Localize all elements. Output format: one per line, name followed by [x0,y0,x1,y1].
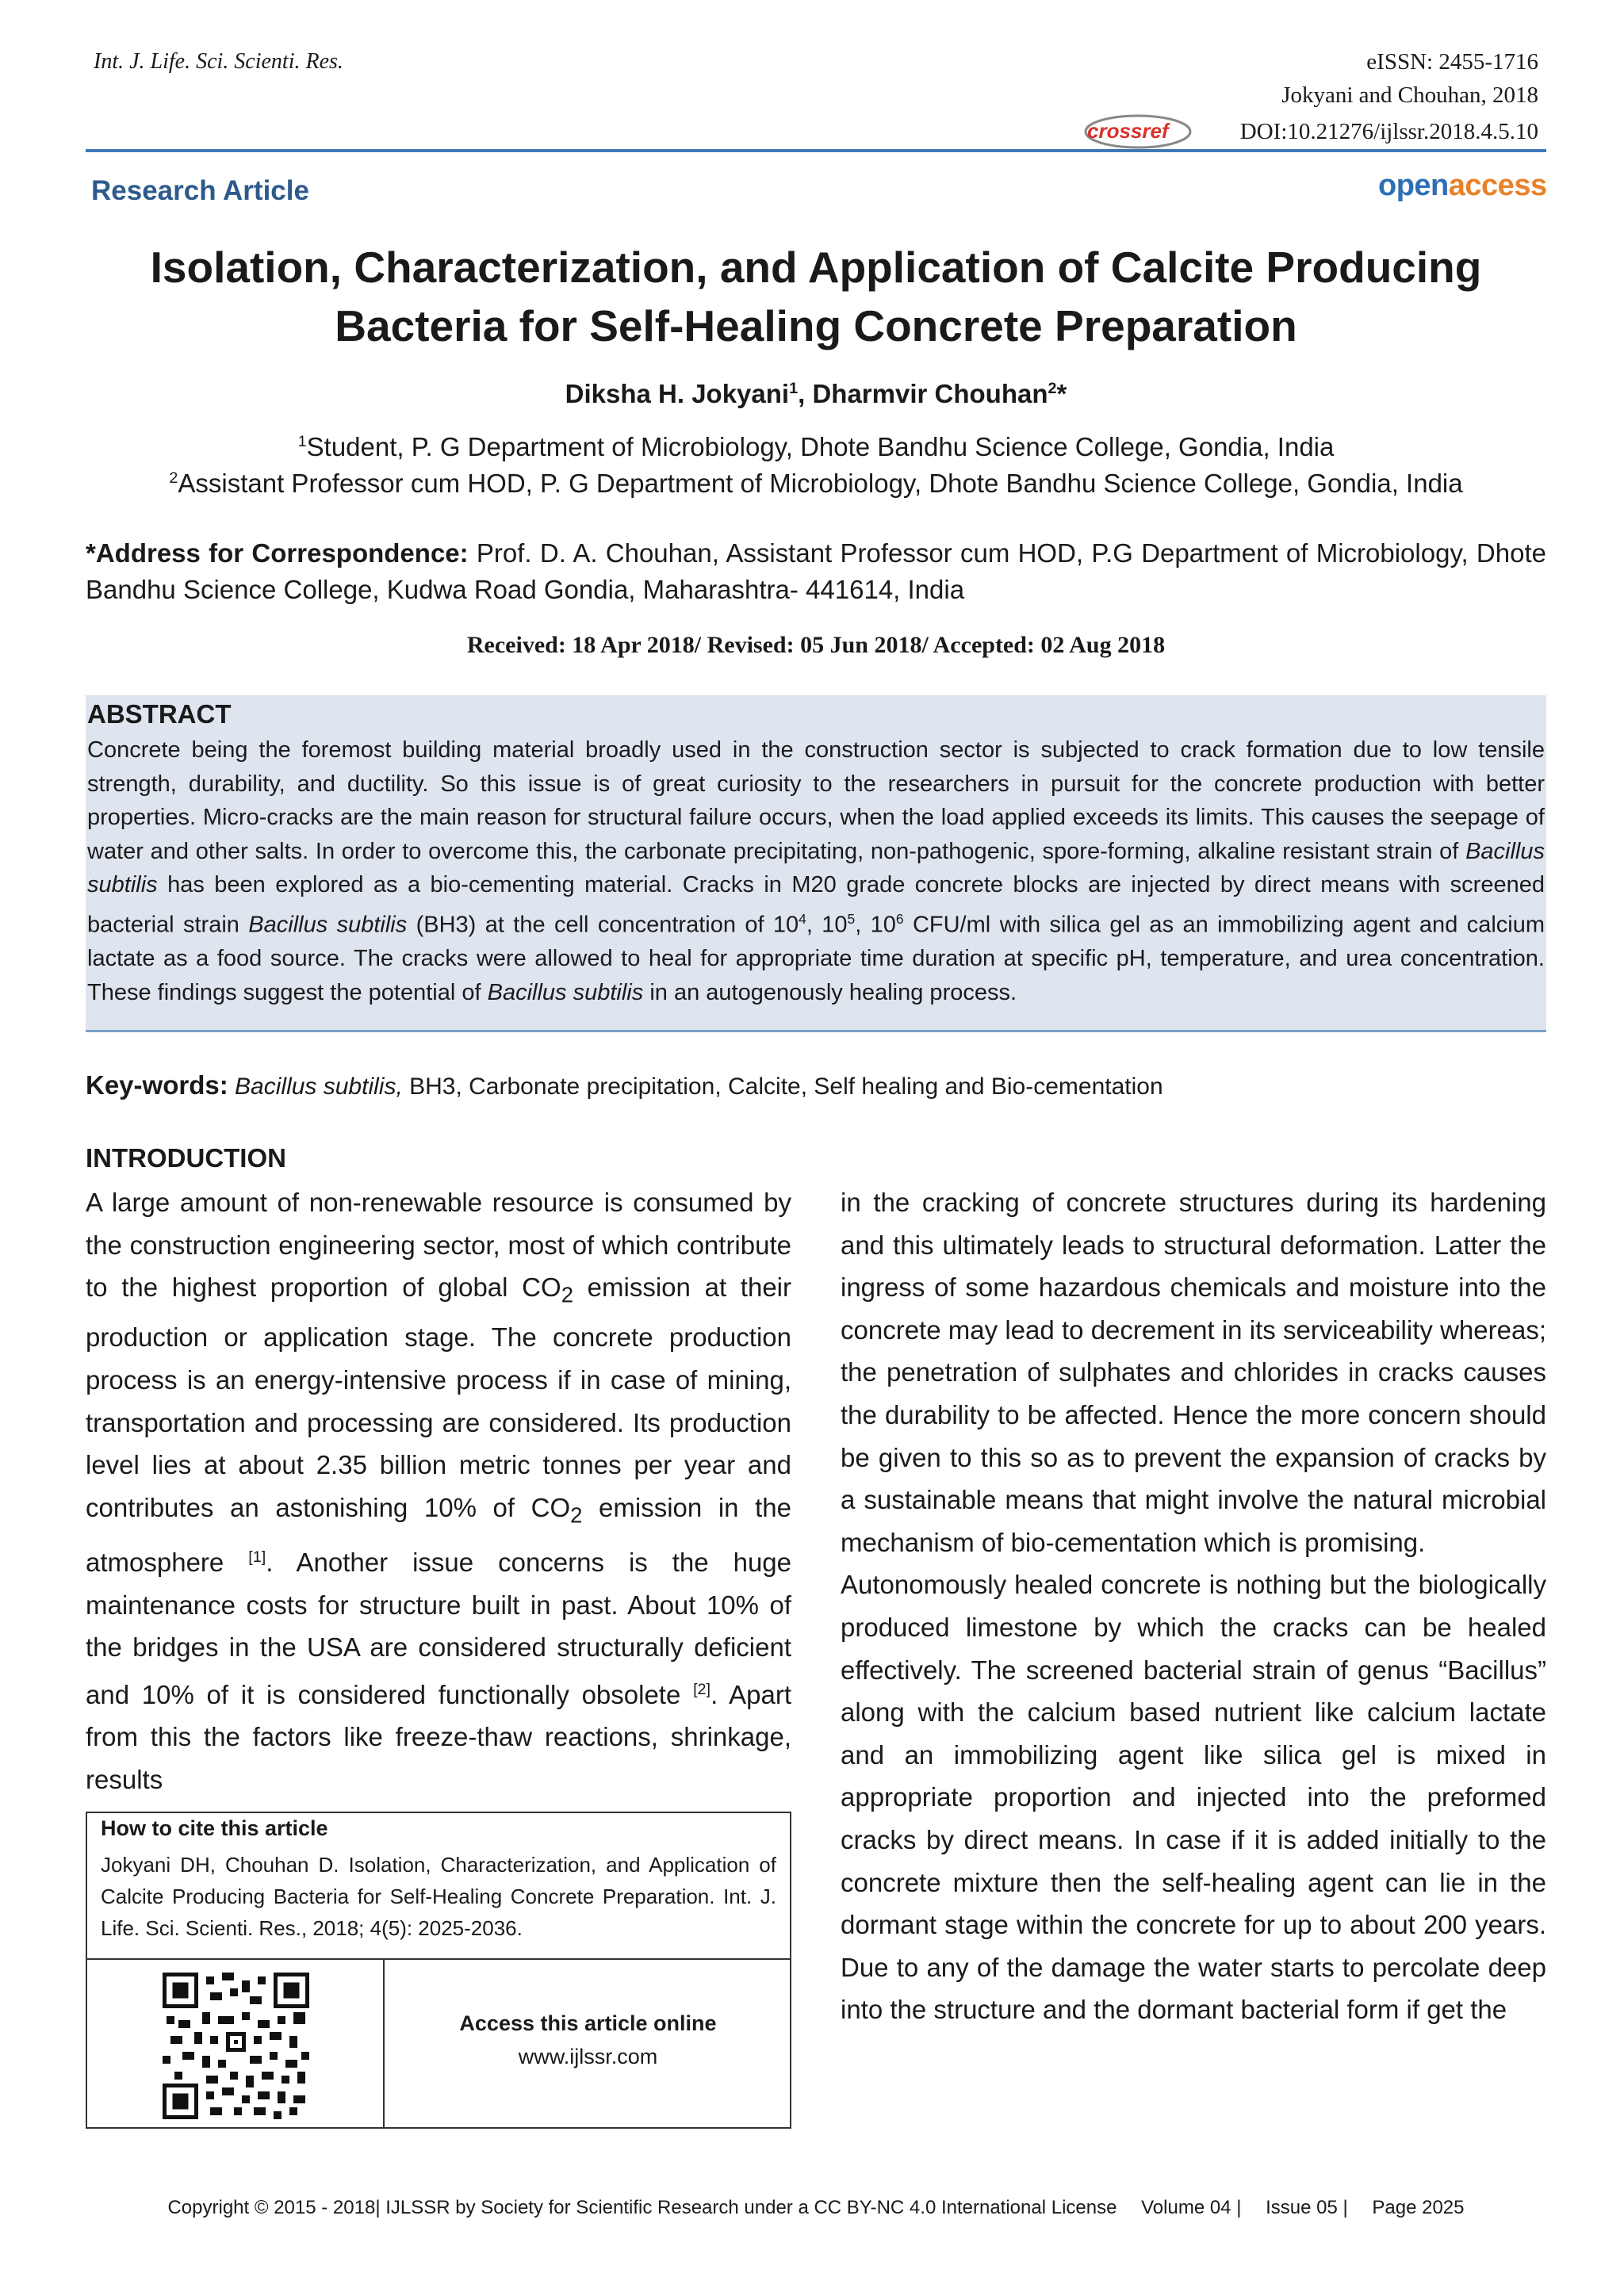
intro-text: A large amount of non-renewable resource is consumed by the construction engineering sector, most of which contribute to the highest proportion of global CO [86,1188,791,1303]
intro-text: emission in the atmosphere [86,1492,791,1577]
authors [86,379,1546,409]
abstract-species: Bacillus subtilis [487,979,644,1005]
citation-text: Jokyani DH, Chouhan D. Isolation, Characterization, and Application of Calcite Producing Bacteria for Self-Healing Concrete Preparation. Int. J. Life. Sci. Scienti. Res., 2018; 4(5): 2025-2036. [101,1853,776,1940]
qr-code-icon[interactable] [163,1973,309,2119]
corresponding-mark: * [1056,379,1067,408]
correspondence [86,535,1546,608]
title-line-2: Bacteria for Self-Healing Concrete Preparation [335,301,1297,350]
abstract-part: (BH3) at the cell concentration of 10 [407,912,799,938]
affiliation-1 [86,432,1546,462]
open-access-logo-access: access [1448,169,1547,202]
citation-heading: How to cite this article [101,1816,328,1840]
abstract-exponent: 6 [895,910,904,927]
citation-box-vertical-divider [383,1958,385,2129]
crossref-logo [1082,111,1193,149]
affiliation-2-sup: 2 [169,469,178,487]
reference-link[interactable]: [2] [693,1680,711,1698]
affiliation-1-sup: 1 [297,433,307,450]
cite-short: Jokyani and Chouhan, 2018 [1281,82,1538,108]
intro-subscript: 2 [570,1502,583,1528]
keywords-species: Bacillus subtilis, [228,1073,403,1100]
keywords-text: BH3, Carbonate precipitation, Calcite, Self healing and Bio-cementation [402,1073,1163,1100]
header-rule [86,149,1546,152]
abstract-part: in an autogenously healing process. [643,979,1017,1005]
open-access-logo [1378,169,1547,203]
intro-text: . Apart from this the factors like freeze-thaw reactions, shrinkage, results [86,1679,792,1794]
title-line-1: Isolation, Characterization, and Application of Calcite Producing [150,243,1482,292]
intro-text: . Another issue concerns is the huge maintenance costs for structure built in past. About 10% of the bridges in the USA are considered structurally deficient and 10% of it is considered functionally obsolete [86,1547,791,1709]
correspondence-label: *Address for Correspondence: [86,538,469,568]
abstract-heading: ABSTRACT [87,699,232,729]
abstract-species: Bacillus subtilis [87,838,1545,898]
abstract-exponent: 4 [799,910,806,927]
affiliation-2-text: Assistant Professor cum HOD, P. G Department of Microbiology, Dhote Bandhu Science College, Gondia, India [178,469,1463,498]
eissn: eISSN: 2455-1716 [1366,49,1538,75]
crossref-logo-text: crossref [1087,119,1169,143]
author-1: Diksha H. Jokyani [565,379,790,408]
paper-title [86,238,1546,355]
abstract-part: CFU/ml with silica gel as an immobilizing agent and calcium lactate as a food source. The cracks were allowed to heal for appropriate time duration at specific pH, temperature, and urea concentration. These findings suggest the potential of [87,912,1545,1005]
correspondence-text: Prof. D. A. Chouhan, Assistant Professor cum HOD, P.G Department of Microbiology, Dhote Bandhu Science College, Kudwa Road Gondia, Maharashtra- 441614, India [86,538,1546,604]
page-footer: Copyright © 2015 - 2018| IJLSSR by Society for Scientific Research under a CC BY-NC 4.0 International License Volume 04 | Issue 05 | Page 2025 [167,2197,1465,2218]
article-type: Research Article [91,175,309,206]
author-1-sup: 1 [789,380,799,397]
article-dates: Received: 18 Apr 2018/ Revised: 05 Jun 2018/ Accepted: 02 Aug 2018 [466,632,1166,658]
citation-box-divider [86,1958,791,1960]
keywords [86,1070,1163,1100]
journal-website-link[interactable]: www.ijlssr.com [518,2045,658,2068]
author-2-sup: 2 [1048,380,1057,397]
intro-column-2 [841,1181,1546,2031]
affiliation-1-text: Student, P. G Department of Microbiology, Dhote Bandhu Science College, Gondia, India [306,432,1335,461]
abstract-text [87,733,1545,1009]
access-online-heading: Access this article online [459,2011,717,2035]
abstract-exponent: 5 [847,910,856,927]
author-separator: , [798,379,813,408]
introduction-heading: INTRODUCTION [86,1143,286,1173]
journal-name: Int. J. Life. Sci. Scienti. Res. [94,49,343,74]
open-access-logo-open: open [1378,169,1449,202]
abstract-part: Concrete being the foremost building material broadly used in the construction sector is subjected to crack formation due to low tensile strength, durability, and ductility. So this issue is of great curiosity to the researchers in pursuit for the concrete production with better properties. Micro-cracks are the main reason for structural failure occurs, when the load applied exceeds its limits. This causes the seepage of water and other salts. In order to overcome this, the carbonate precipitating, non-pathogenic, spore-forming, alkaline resistant strain of [87,737,1545,864]
keywords-label: Key-words: [86,1070,228,1100]
intro-paragraph: Autonomously healed concrete is nothing but the biologically produced limestone by which the cracks can be healed effectively. The screened bacterial strain of genus “Bacillus” along with the calcium based nutrient like calcium lactate and an immobilizing agent like silica gel is mixed in appropriate proportion and injected into the preformed cracks by direct means. In case if it is added initially to the concrete mixture then the self-healing agent can lie in the dormant stage within the concrete for up to about 200 years. Due to any of the damage the water starts to percolate deep into the structure and the dormant bacterial form if get the [841,1570,1546,2025]
doi[interactable]: DOI:10.21276/ijlssr.2018.4.5.10 [1239,119,1538,144]
author-2: Dharmvir Chouhan [812,379,1048,408]
intro-paragraph: in the cracking of concrete structures during its hardening and this ultimately leads to structural deformation. Latter the ingress of some hazardous chemicals and moisture into the concrete may lead to decrement in its serviceability whereas; the penetration of sulphates and chlorides in cracks causes the durability to be affected. Hence the more concern should be given to this so as to prevent the expansion of cracks by a sustainable means that might involve the natural microbial mechanism of bio-cementation which is promising. [841,1188,1546,1557]
intro-subscript: 2 [561,1282,573,1307]
affiliation-2 [86,469,1546,499]
intro-column-1 [86,1181,791,1801]
reference-link[interactable]: [1] [248,1548,266,1566]
intro-text: emission at their production or application stage. The concrete production process is an energy-intensive process if in case of mining, transportation and processing are considered. Its production level lies at about 2.35 billion metric tonnes per year and contributes an astonishing 10% of CO [86,1272,792,1522]
abstract-part: , 10 [806,912,848,938]
abstract-species: Bacillus subtilis [248,912,408,938]
abstract-part: has been explored as a bio-cementing material. Cracks in M20 grade concrete blocks are injected by direct means with screened bacterial strain [87,872,1545,938]
abstract-part: , 10 [855,912,896,938]
